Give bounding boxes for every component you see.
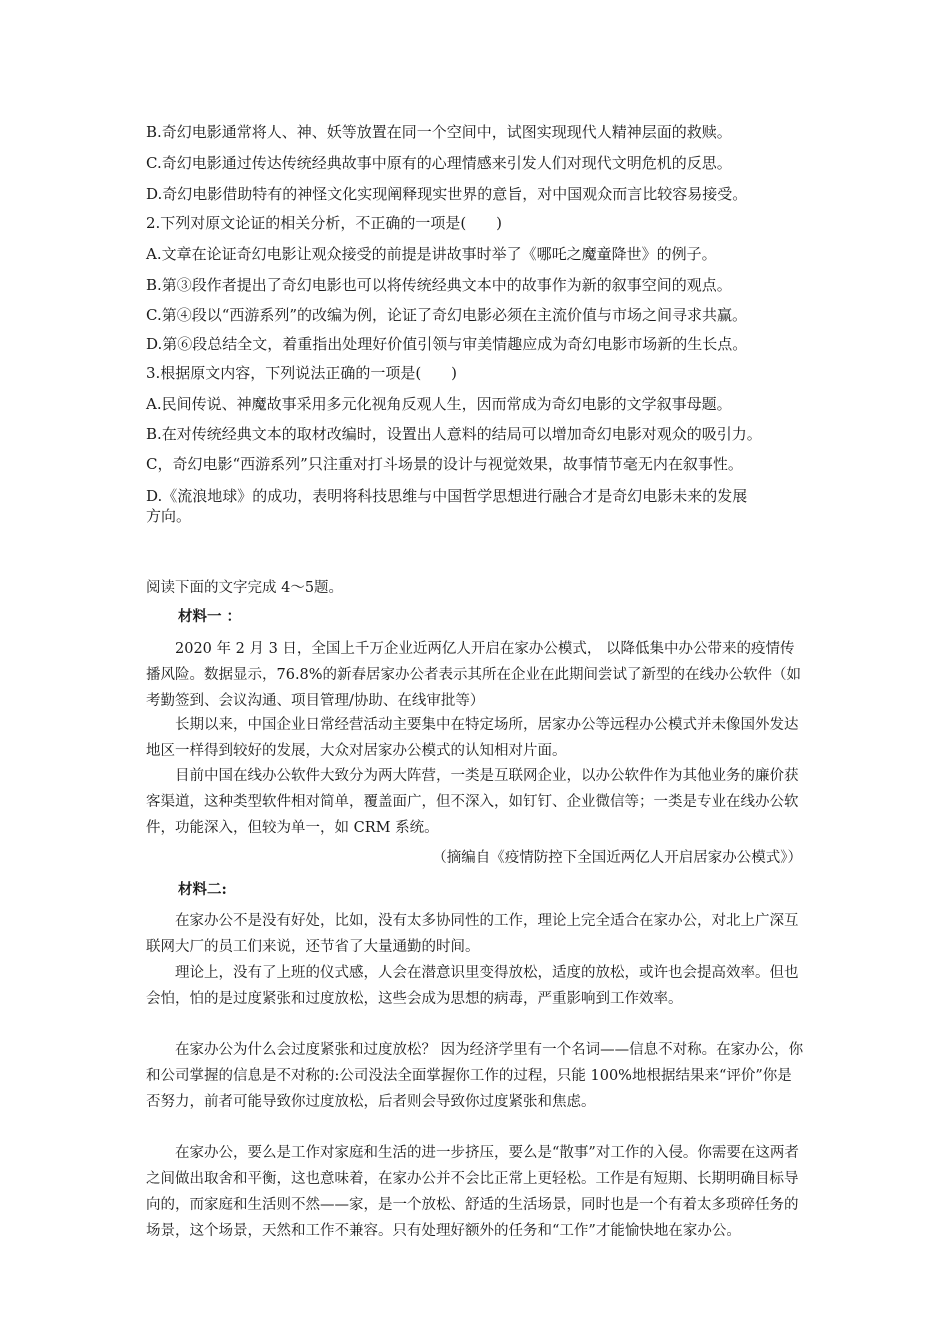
q3-option-c: C，奇幻电影“西游系列”只注重对打斗场景的设计与视觉效果，故事情节毫无内在叙事性。 [146,455,743,473]
material2-paragraph: 理论上，没有了上班的仪式感，人会在潜意识里变得放松，适度的放松，或许也会提高效率。但也会怕，怕的是过度紧张和过度放松，这些会成为思想的病毒，严重影响到工作效率。 [146,965,799,1007]
q1-option-c: C.奇幻电影通过传达传统经典故事中原有的心理情感来引发人们对现代文明危机的反思。 [146,154,732,172]
material2-title: 材料二: [178,881,227,898]
q3-option-a: A.民间传说、神魔故事采用多元化视角反观人生，因而常成为奇幻电影的文学叙事母题。 [146,395,732,413]
material1-paragraph: 长期以来，中国企业日常经营活动主要集中在特定场所，居家办公等远程办公模式并未像国外发达地区一样得到较好的发展，大众对居家办公模式的认知相对片面。 [146,717,799,759]
material2-paragraph: 在家办公为什么会过度紧张和过度放松？ 因为经济学里有一个名词——信息不对称。在家办公，你和公司掌握的信息是不对称的:公司没法全面掌握你工作的过程，只能 100%地根据结果来“评价”你是否努力，前者可能导致你过度放松，后者则会导致你过度紧张和焦虑。 [146,1042,804,1110]
q3-option-d-line1: D.《流浪地球》的成功，表明将科技思维与中国哲学思想进行融合才是奇幻电影未来的发展 [146,487,748,505]
reading-intro: 阅读下面的文字完成 4～5题。 [146,580,344,596]
q1-option-d: D.奇幻电影借助特有的神怪文化实现阐释现实世界的意旨，对中国观众而言比较容易接受。 [146,185,748,203]
q2-option-d: D.第⑥段总结全文，着重指出处理好价值引领与审美情趣应成为奇幻电影市场新的生长点。 [146,335,748,353]
material1-paragraph: 2020 年 2 月 3 日，全国上千万企业近两亿人开启在家办公模式， 以降低集中办公带来的疫情传播风险。数据显示，76.8%的新春居家办公者表示其所在企业在此期间尝试了新型的在线办公软件（如考勤签到、会议沟通、项目管理/协助、在线审批等） [146,641,802,709]
q3-option-d-line2: 方向。 [146,507,192,525]
q2-option-b: B.第③段作者提出了奇幻电影也可以将传统经典文本中的故事作为新的叙事空间的观点。 [146,276,732,294]
q2-stem: 2.下列对原文论证的相关分析，不正确的一项是( ) [146,214,503,232]
material1-paragraph: 目前中国在线办公软件大致分为两大阵营，一类是互联网企业，以办公软件作为其他业务的廉价获客渠道，这种类型软件相对简单，覆盖面广，但不深入，如钉钉、企业微信等；一类是专业在线办公软件，功能深入，但较为单一，如 CRM 系统。 [146,768,799,836]
material1-source: （摘编自《疫情防控下全国近两亿人开启居家办公模式》） [432,850,802,866]
material2-paragraph: 在家办公不是没有好处，比如，没有太多协同性的工作，理论上完全适合在家办公，对北上广深互联网大厂的员工们来说，还节省了大量通勤的时间。 [146,913,799,955]
q2-option-a: A.文章在论证奇幻电影让观众接受的前提是讲故事时举了《哪吒之魔童降世》的例子。 [146,245,717,263]
q3-stem: 3.根据原文内容，下列说法正确的一项是( ) [146,364,458,382]
q2-option-c: C.第④段以“西游系列”的改编为例，论证了奇幻电影必须在主流价值与市场之间寻求共赢。 [146,306,748,324]
q1-option-b: B.奇幻电影通常将人、神、妖等放置在同一个空间中，试图实现现代人精神层面的救赎。 [146,123,732,141]
q3-option-b: B.在对传统经典文本的取材改编时，设置出人意料的结局可以增加奇幻电影对观众的吸引力。 [146,425,762,443]
material1-title: 材料一 ： [178,608,242,625]
material2-paragraph: 在家办公，要么是工作对家庭和生活的进一步挤压，要么是“散事”对工作的入侵。你需要在这两者之间做出取舍和平衡，这也意味着，在家办公并不会比正常上更轻松。工作是有短期、长期明确目标导向的，而家庭和生活则不然——家，是一个放松、舒适的生活场景，同时也是一个有着太多琐碎任务的场景，这个场景，天然和工作不兼容。只有处理好额外的任务和“工作”才能愉快地在家办公。 [146,1145,799,1239]
